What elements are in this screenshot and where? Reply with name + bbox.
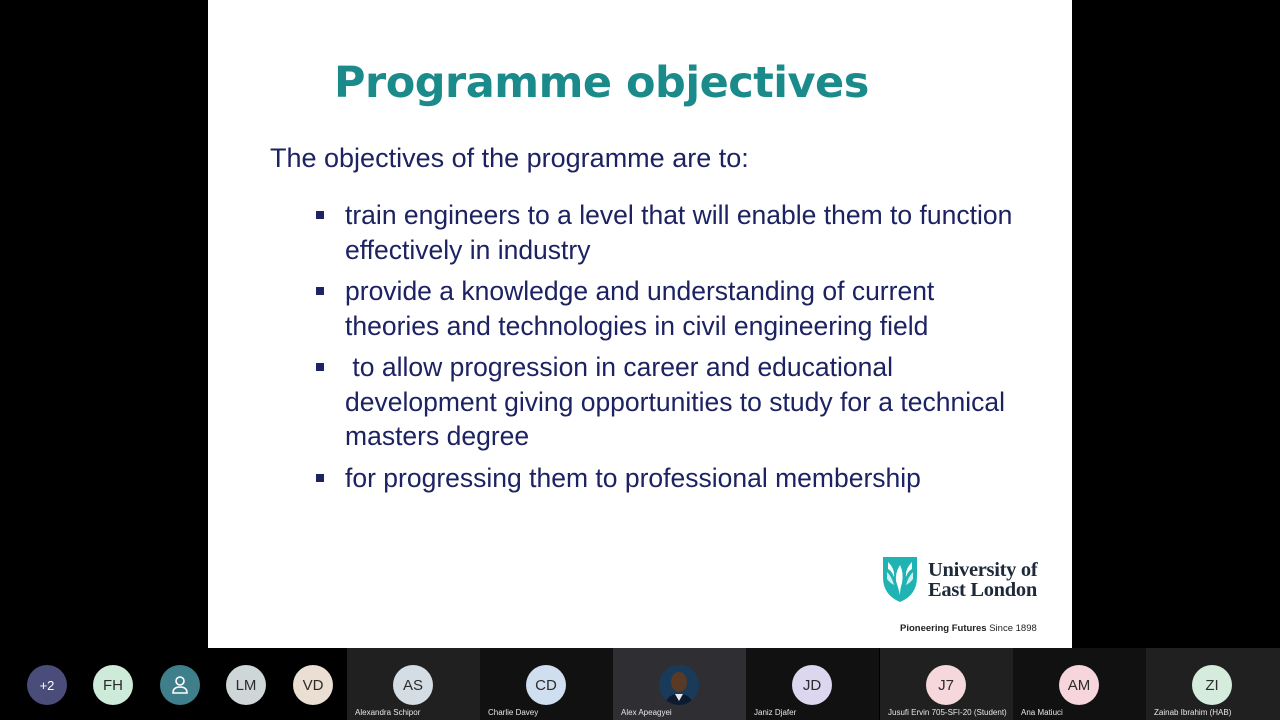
slide-intro: The objectives of the programme are to:: [270, 143, 749, 173]
bullet-text: for progressing them to professional membership: [345, 462, 921, 493]
avatar: J7: [926, 665, 966, 705]
person-icon: [170, 675, 190, 695]
avatar[interactable]: FH: [93, 665, 133, 705]
participant-name: Alex Apeagyei: [621, 708, 672, 717]
bullet-icon: [316, 363, 324, 371]
avatar: AM: [1059, 665, 1099, 705]
participant-tile[interactable]: [480, 648, 613, 720]
avatar[interactable]: [160, 665, 200, 705]
objectives-list: [314, 198, 1014, 502]
bullet-icon: [316, 211, 324, 219]
logo-line: University of: [928, 559, 1038, 581]
participant-name: Charlie Davey: [488, 708, 539, 717]
bullet-icon: [316, 474, 324, 482]
bullet-text: to allow progression in career and educational development giving opportunities to study for a technical masters degree: [345, 352, 1005, 451]
participant-name: Zainab Ibrahim (HAB): [1154, 708, 1232, 717]
more-participants-button[interactable]: +2: [27, 665, 67, 705]
participant-name: Janiz Djafer: [754, 708, 797, 717]
list-item: [314, 274, 1014, 343]
video-thumbnail: [659, 665, 699, 705]
participant-name: Ana Matiuci: [1021, 708, 1063, 717]
avatar[interactable]: VD: [293, 665, 333, 705]
phoenix-icon: [880, 555, 920, 603]
tagline-rest: Since 1898: [986, 623, 1037, 634]
participant-name: Jusufi Ervin 705-SFI-20 (Student): [888, 708, 1007, 717]
participant-tile[interactable]: [1146, 648, 1280, 720]
bullet-text: train engineers to a level that will enable them to function effectively in industry: [345, 200, 1013, 265]
avatar[interactable]: LM: [226, 665, 266, 705]
participant-tile[interactable]: [880, 648, 1013, 720]
university-logo: [880, 555, 1050, 605]
avatar: CD: [526, 665, 566, 705]
slide-title: Programme objectives: [334, 58, 869, 108]
tagline: [900, 623, 1037, 634]
presentation-slide: [208, 0, 1072, 648]
bullet-text: provide a knowledge and understanding of current theories and technologies in civil engineering field: [345, 276, 935, 341]
participant-tile[interactable]: [746, 648, 879, 720]
logo-line: East London: [928, 579, 1037, 601]
tagline-bold: Pioneering Futures: [900, 623, 987, 634]
participant-tile[interactable]: [613, 648, 746, 720]
list-item: [314, 198, 1014, 267]
participant-name: Alexandra Schipor: [355, 708, 421, 717]
participant-tile[interactable]: [347, 648, 480, 720]
participant-tile[interactable]: [1013, 648, 1146, 720]
person-photo-icon: [659, 665, 699, 705]
avatar: ZI: [1192, 665, 1232, 705]
bullet-icon: [316, 287, 324, 295]
list-item: [314, 461, 1014, 496]
list-item: [314, 350, 1014, 454]
logo-wordmark: [928, 560, 1037, 600]
avatar: JD: [792, 665, 832, 705]
avatar: AS: [393, 665, 433, 705]
